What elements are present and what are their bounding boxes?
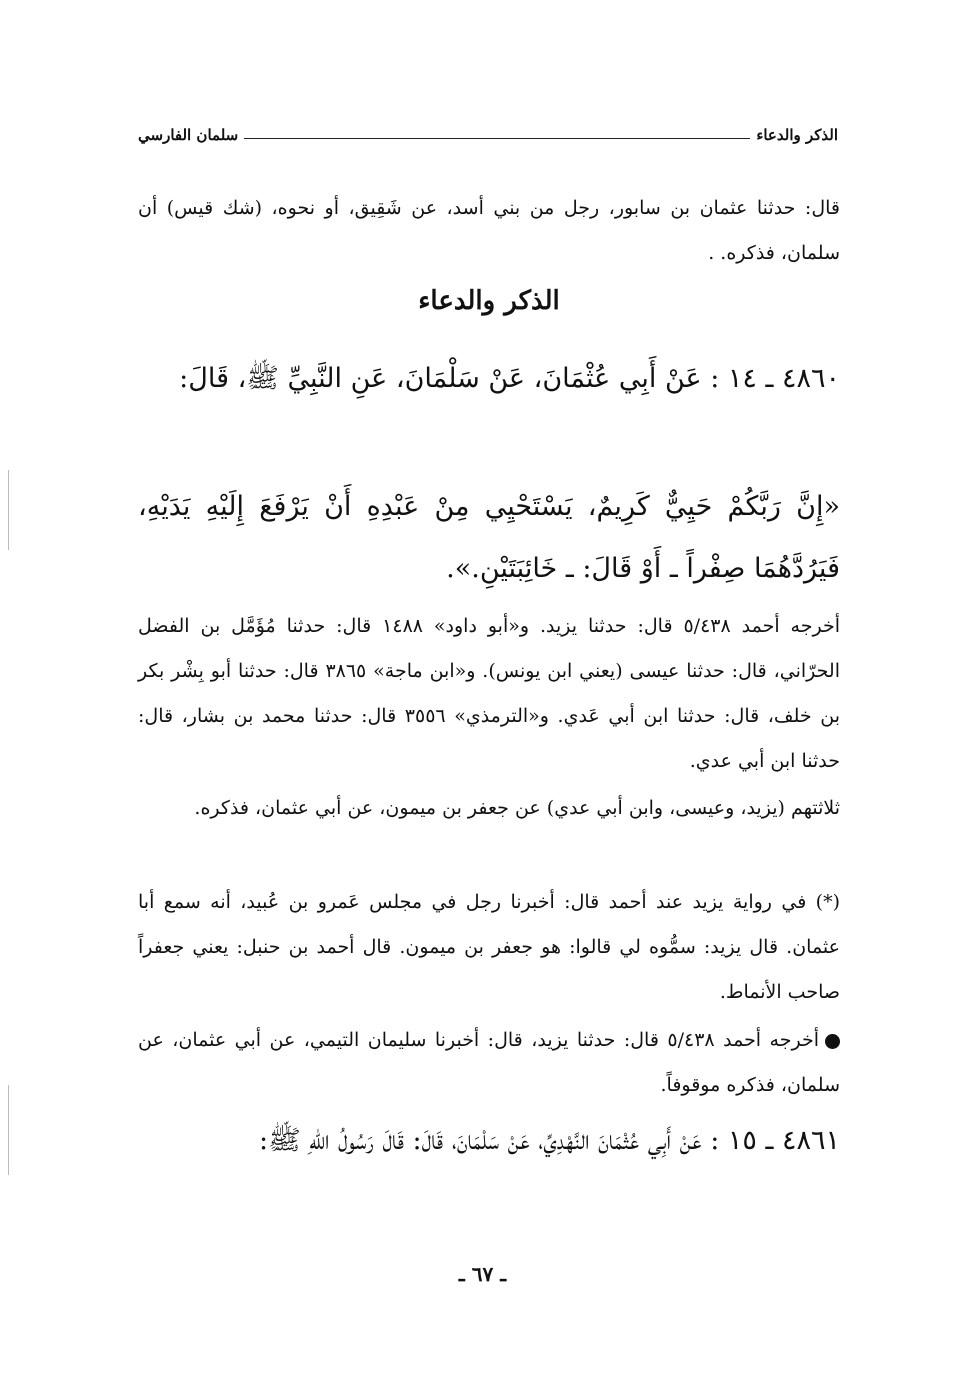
header-right-title: الذكر والدعاء [756, 126, 838, 144]
header-rule [244, 138, 750, 139]
hadith-4861-isnad [138, 1110, 840, 1172]
hadith-4860-matn: «إِنَّ رَبَّكُمْ حَيِيٌّ كَرِيمٌ، يَسْتَحْيِي مِنْ عَبْدِهِ أَنْ يَرْفَعَ إِلَيْهِ يَدَيْهِ، فَيَرُدَّهُمَا صِفْراً ـ أَوْ قَالَ: ـ خَائِبَتَيْنِ.». [138, 491, 840, 584]
bullet-icon [825, 1034, 840, 1049]
takhrij-paragraph: أخرجه أحمد ٥/٤٣٨ قال: حدثنا يزيد. و«أبو داود» ١٤٨٨ قال: حدثنا مُؤَمَّل بن الفضل الحرّاني، قال: حدثنا عيسى (يعني ابن يونس). و«ابن ماجة» ٣٨٦٥ قال: حدثنا أبو بِشْر بكر بن خلف، قال: حدثنا ابن أبي عَدي. و«الترمذي» ٣٥٥٦ قال: حدثنا محمد بن بشار، قال: حدثنا ابن أبي عدي. [138, 615, 840, 772]
mawquf-text: أخرجه أحمد ٥/٤٣٨ قال: حدثنا يزيد، قال: أخبرنا سليمان التيمي، عن أبي عثمان، عن سلمان، فذكره موقوفاً. [138, 1029, 840, 1096]
running-header [138, 120, 838, 150]
note-paragraph: (*) في رواية يزيد عند أحمد قال: أخبرنا رجل في مجلس عَمرو بن عُبيد، أنه سمع أبا عثمان. قال يزيد: سمُّوه لي قالوا: هو جعفر بن ميمون. قال أحمد بن حنبل: يعني جعفراً صاحب الأنماط. [138, 891, 840, 1003]
section-title: الذكر والدعاء [418, 286, 560, 316]
thalathatuhum-paragraph: ثلاثتهم (يزيد، وعيسى، وابن أبي عدي) عن جعفر بن ميمون، عن أبي عثمان، فذكره. [194, 797, 840, 819]
hadith-number: ٤٨٦٠ ـ ١٤ : [710, 363, 840, 394]
header-left-title: سلمان الفارسي [138, 126, 239, 144]
hadith-4860-isnad [138, 348, 840, 410]
scan-margin-line [8, 470, 9, 550]
hadith-chain: عَنْ أَبِي عُثْمَانَ النَّهْدِيِّ، عَنْ سَلْمَانَ، قَالَ: قَالَ رَسُولُ اللهِ ﷺ: [258, 1125, 702, 1156]
hadith-chain: عَنْ أَبِي عُثْمَانَ، عَنْ سَلْمَانَ، عَنِ النَّبِيِّ ﷺ، قَالَ: [179, 363, 702, 394]
page-number: ـ ٦٧ ـ [458, 1262, 507, 1286]
intro-paragraph: قال: حدثنا عثمان بن سابور، رجل من بني أسد، عن شَقِيق، أو نحوه، (شك قيس) أن سلمان، فذكره. . [138, 197, 840, 264]
scan-margin-line [8, 1085, 9, 1175]
mawquf-paragraph [138, 1018, 840, 1108]
hadith-number: ٤٨٦١ ـ ١٥ : [710, 1125, 840, 1156]
